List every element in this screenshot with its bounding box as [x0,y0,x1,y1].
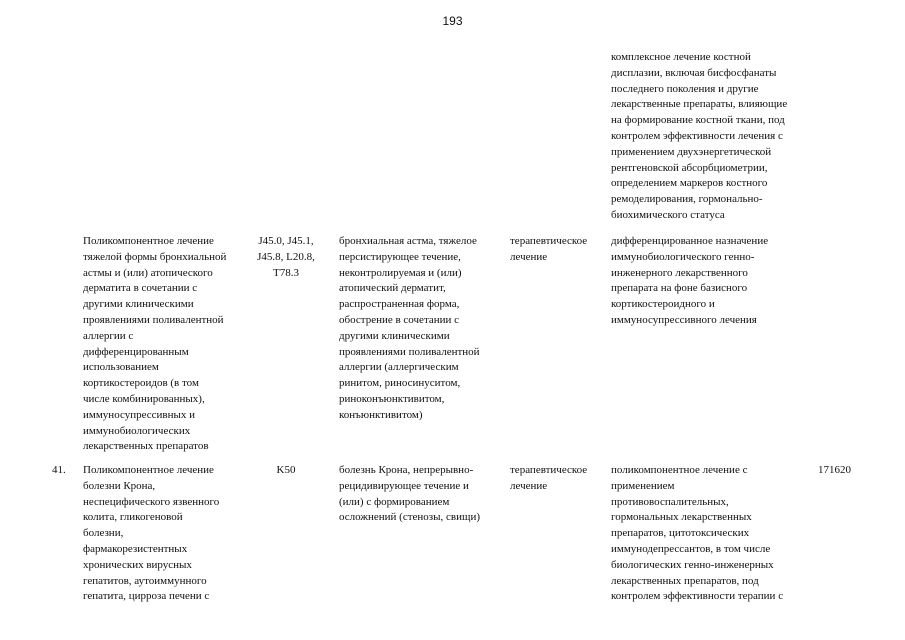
text-line: астмы и (или) атопического [83,266,213,279]
row-1-model-cell [339,234,499,424]
text-line: ремоделирования, гормонально- [611,193,763,206]
text-line: распространенная форма, [339,298,460,311]
text-line: бронхиальная астма, тяжелое [339,235,477,247]
text-line: риноконъюнктивитом, [339,392,445,405]
text-line: фармакорезистентных [83,542,188,555]
row-1-name-cell [83,234,243,455]
text-line: обострение в сочетании с [339,313,460,326]
text-line: гепатита, цирроза печени с [83,590,210,603]
text-line: дифференцированное назначение [611,235,769,247]
text-line: другими клиническими [339,329,450,342]
row-2-cost-cell [818,463,878,479]
page-number: 193 [442,14,463,28]
text-line: K50 [276,464,296,476]
text-line: рецидивирующее течение и [339,479,469,492]
row-number: 41. [52,464,66,476]
text-line: использованием [83,361,159,374]
text-line: иммунобиологического генно- [611,250,755,263]
text-line: биологических генно-инженерных [611,558,774,571]
text-line: биохимического статуса [611,208,725,221]
text-line: последнего поколения и другие [611,82,759,95]
text-line: иммуносупрессивного лечения [611,313,757,326]
text-line: терапевтическое [510,235,588,247]
text-line: болезни, [83,527,124,540]
text-line: иммуносупрессивных и [83,408,196,421]
row-2-model-cell [339,463,499,526]
text-line: ринитом, риносинуситом, [339,377,461,390]
text-line: J45.0, J45.1, [258,235,314,247]
text-line: хронических вирусных [83,558,192,571]
text-line: другими клиническими [83,298,194,311]
text-line: на формирование костной ткани, под [611,114,785,127]
text-line: лечение [510,479,548,492]
row-2-name-cell [83,463,243,605]
text-line: неконтролируемая и (или) [339,266,462,279]
text-line: инженерного лекарственного [611,266,748,279]
text-line: Поликомпонентное лечение [83,235,214,247]
text-line: препарата на фоне базисного [611,282,748,295]
text-line: Поликомпонентное лечение [83,464,214,476]
text-line: конъюнктивитом) [339,408,423,421]
text-line: болезнь Крона, непрерывно- [339,464,474,476]
row-1-method-cell [611,234,821,329]
text-line: персистирующее течение, [339,250,461,263]
text-line: рентгеновской абсорбциометрии, [611,161,768,174]
text-line: лекарственные препараты, влияющие [611,98,788,111]
carryover-method-cell [611,50,821,224]
row-1-codes-cell [248,234,324,281]
text-line: определением маркеров костного [611,177,768,190]
text-line: проявлениями поливалентной [83,313,224,326]
text-line: иммунобиологических [83,424,191,437]
row-2-codes-cell [248,463,324,479]
text-line: J45.8, L20.8, [257,250,315,263]
text-line: неспецифического язвенного [83,495,220,508]
text-line: дерматита в сочетании с [83,282,198,295]
row-2-treatment-cell [510,463,605,495]
text-line: дифференцированным [83,345,189,358]
text-line: контролем эффективности терапии с [611,590,784,603]
text-line: дисплазии, включая бисфосфанаты [611,66,777,79]
text-line: лекарственных препаратов [83,440,209,453]
text-line: колита, гликогеновой [83,511,183,524]
text-line: аллергии с [83,329,134,342]
text-line: иммунодепрессантов, в том числе [611,542,771,555]
text-line: контролем эффективности лечения с [611,129,783,142]
text-line: болезни Крона, [83,479,156,492]
text-line: кортикостероидов (в том [83,377,199,390]
text-line: применением [611,479,675,492]
text-line: T78.3 [273,266,299,279]
text-line: комплексное лечение костной [611,51,751,63]
text-line: тяжелой формы бронхиальной [83,250,227,263]
row-2-method-cell [611,463,821,605]
row-2-number-cell [52,463,80,479]
text-line: лечение [510,250,548,263]
cost-value: 171620 [818,464,851,476]
text-line: противовоспалительных, [611,495,729,508]
text-line: гормональных лекарственных [611,511,752,524]
text-line: (или) с формированием [339,495,450,508]
text-line: препаратов, цитотоксических [611,527,750,540]
text-line: терапевтическое [510,464,588,476]
text-line: проявлениями поливалентной [339,345,480,358]
text-line: атопический дерматит, [339,282,446,295]
text-line: кортикостероидного и [611,298,715,311]
text-line: лекарственных препаратов, под [611,574,759,587]
row-1-treatment-cell [510,234,605,266]
text-line: осложнений (стенозы, свищи) [339,511,480,524]
text-line: поликомпонентное лечение с [611,464,748,476]
text-line: применением двухэнергетической [611,145,772,158]
text-line: гепатитов, аутоиммунного [83,574,207,587]
text-line: числе комбинированных), [83,392,205,405]
text-line: аллергии (аллергическим [339,361,459,374]
